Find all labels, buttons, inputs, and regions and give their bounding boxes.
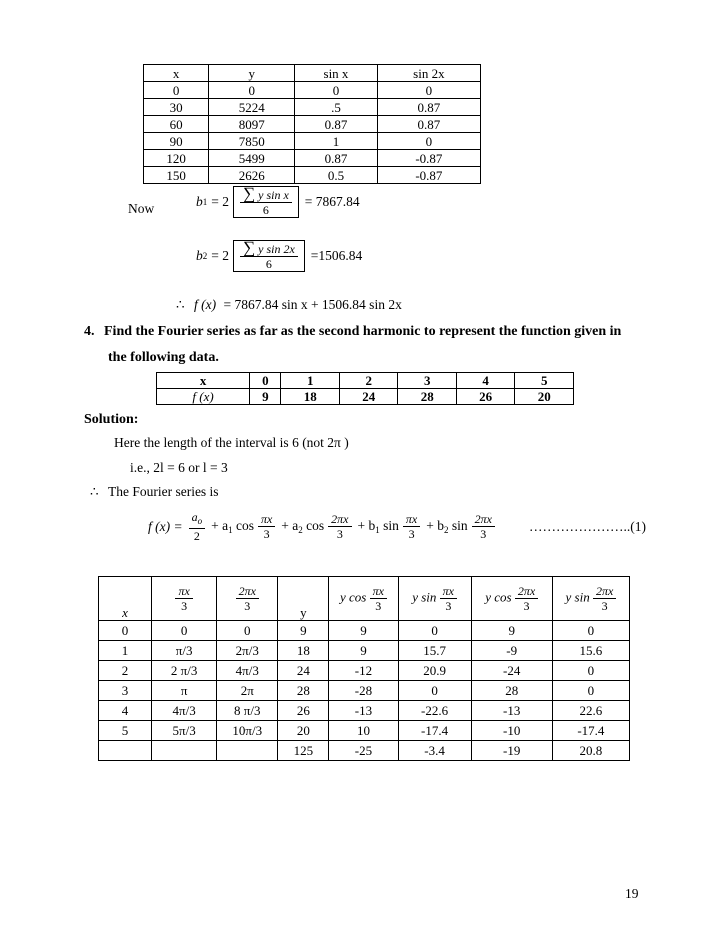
b2-formula (196, 240, 362, 272)
table-cell: 2 π/3 (152, 661, 217, 681)
table-cell: 24 (278, 661, 329, 681)
solution-line-3-text: The Fourier series is (107, 484, 219, 499)
b1-subscript: 1 (202, 197, 208, 207)
b2-term-numerator: 2πx (472, 512, 495, 527)
table-cell: 2π (217, 681, 278, 701)
fourier-computation-table (98, 576, 630, 761)
fx-result-line (176, 297, 402, 313)
table-row (99, 701, 630, 721)
header-ysin-pix: y sin $\frac{\pi x}{3}$ (398, 577, 471, 621)
a1-fraction (258, 512, 275, 541)
table-cell: 0 (377, 82, 480, 99)
table-cell: -13 (329, 701, 398, 721)
table-row (144, 116, 481, 133)
solution-line-1: Here the length of the interval is 6 (not 2π ) (114, 435, 349, 450)
b1-symbol: b (196, 194, 203, 209)
header-x: x (99, 577, 152, 621)
b1-term-denominator: 3 (408, 527, 415, 541)
table-cell: -28 (329, 681, 398, 701)
table-cell: 60 (144, 116, 209, 133)
table-cell: 4 (99, 701, 152, 721)
table-cell: 2626 (209, 167, 295, 184)
table-cell: 20 (515, 389, 574, 405)
table-cell: 22.6 (552, 701, 629, 721)
table-cell: 0 (144, 82, 209, 99)
b2-term-fraction (472, 512, 495, 541)
table-cell: -19 (471, 741, 552, 761)
table-cell: 1 (99, 641, 152, 661)
table-cell: 0 (398, 681, 471, 701)
table-row (99, 661, 630, 681)
b1-bracket (233, 186, 299, 218)
table-cell: 4π/3 (217, 661, 278, 681)
solution-heading: Solution: (84, 412, 139, 427)
b2-term: + b (426, 518, 444, 533)
table-row (144, 82, 481, 99)
problem-line-1 (84, 324, 621, 340)
b1-term-subscript: 1 (375, 525, 380, 535)
a1-denominator: 3 (263, 527, 270, 541)
table-cell: 5 (99, 721, 152, 741)
b1-term: + b (357, 518, 376, 533)
table-cell: 28 (398, 389, 456, 405)
table-cell: sin 2x (377, 65, 480, 82)
table-row (144, 167, 481, 184)
a2-fraction (328, 512, 351, 541)
table-cell: -0.87 (377, 150, 480, 167)
table-cell: 9 (329, 641, 398, 661)
table-cell: 4 (456, 373, 514, 389)
table-cell: 90 (144, 133, 209, 150)
table-cell: x (144, 65, 209, 82)
table-cell: 5499 (209, 150, 295, 167)
table-cell: 0.5 (295, 167, 378, 184)
data-table (156, 372, 574, 405)
table-cell: 0 (552, 681, 629, 701)
table-cell: -25 (329, 741, 398, 761)
table-cell: -13 (471, 701, 552, 721)
table-cell: π/3 (152, 641, 217, 661)
table-cell: -0.87 (377, 167, 480, 184)
a2-term: + a (281, 518, 299, 533)
therefore-symbol-2: ∴ (90, 484, 99, 499)
table-cell: 8097 (209, 116, 295, 133)
table-row (99, 681, 630, 701)
b2-subscript: 2 (202, 251, 208, 261)
table-cell: -17.4 (398, 721, 471, 741)
table-cell: x (157, 373, 250, 389)
table-cell (152, 741, 217, 761)
problem-text-1: Find the Fourier series as far as the second harmonic to represent the function given in (104, 324, 622, 339)
table-cell: 7850 (209, 133, 295, 150)
table-row (99, 621, 630, 641)
equation-reference: …………………..(1) (528, 518, 646, 534)
page-number: 19 (625, 886, 639, 901)
a1-cos: cos (235, 518, 254, 533)
table-cell: 0 (250, 373, 281, 389)
table-cell (217, 741, 278, 761)
b1-sin: sin (383, 518, 399, 533)
table-cell: 20 (278, 721, 329, 741)
table-cell: -9 (471, 641, 552, 661)
table-cell: -22.6 (398, 701, 471, 721)
table-cell: 4π/3 (152, 701, 217, 721)
table-cell: 3 (398, 373, 456, 389)
table-cell: 20.8 (552, 741, 629, 761)
table-cell: -17.4 (552, 721, 629, 741)
table-cell: 28 (278, 681, 329, 701)
fourier-series-equation (148, 510, 646, 543)
table-cell: 26 (278, 701, 329, 721)
table-cell: 9 (278, 621, 329, 641)
header-ycos-2pix: y cos $\frac{2\pi x}{3}$ (471, 577, 552, 621)
table-cell: f (x) (157, 389, 250, 405)
table-cell: 0 (99, 621, 152, 641)
table-cell: 26 (456, 389, 514, 405)
table-cell: -24 (471, 661, 552, 681)
b2-term-subscript: 2 (443, 525, 449, 535)
table-cell: -3.4 (398, 741, 471, 761)
table-cell: 18 (281, 389, 339, 405)
table-cell: -12 (329, 661, 398, 681)
problem-line-2: the following data. (108, 350, 219, 365)
table-cell: 3 (99, 681, 152, 701)
table-cell: 1 (295, 133, 378, 150)
table-cell: 5224 (209, 99, 295, 116)
table-cell: 2π/3 (217, 641, 278, 661)
table-cell: 20.9 (398, 661, 471, 681)
b2-result: =1506.84 (310, 248, 363, 263)
solution-line-2: i.e., 2l = 6 or l = 3 (130, 460, 228, 475)
table-row-fx (157, 389, 574, 405)
a0-denominator: 2 (193, 529, 200, 543)
sine-values-table-body (144, 65, 481, 184)
table-cell (99, 741, 152, 761)
b1-term-fraction (403, 512, 420, 541)
table-cell: 0.87 (377, 116, 480, 133)
b1-formula (196, 186, 360, 218)
a2-subscript: 2 (298, 525, 303, 535)
table-cell: 9 (250, 389, 281, 405)
table-cell: 120 (144, 150, 209, 167)
table-row (99, 741, 630, 761)
a0-subscript: o (197, 516, 203, 526)
b2-term-denominator: 3 (480, 527, 487, 541)
b1-fraction (240, 184, 292, 217)
table-cell: 30 (144, 99, 209, 116)
b1-numerator: y sin x (258, 188, 289, 202)
a2-cos: cos (306, 518, 325, 533)
now-label: Now (128, 201, 155, 216)
a1-term: + a (211, 518, 229, 533)
header-pix-over-3: $\frac{\pi x}{3}$ (152, 577, 217, 621)
b2-fraction (240, 238, 298, 271)
table-cell: 18 (278, 641, 329, 661)
table-cell: 0.87 (377, 99, 480, 116)
table-cell: 0 (398, 621, 471, 641)
sine-values-table (143, 64, 481, 184)
table-cell: y (209, 65, 295, 82)
table-cell: 5π/3 (152, 721, 217, 741)
table-cell: -10 (471, 721, 552, 741)
table-cell: sin x (295, 65, 378, 82)
b1-sigma: ∑ (243, 184, 256, 203)
a1-subscript: 1 (228, 525, 233, 535)
therefore-symbol: ∴ (176, 297, 185, 312)
table-cell: 8 π/3 (217, 701, 278, 721)
table-cell: 10 (329, 721, 398, 741)
table-row (99, 721, 630, 741)
table-cell: 9 (471, 621, 552, 641)
series-lhs: f (x) = (148, 518, 183, 534)
table-cell: 15.6 (552, 641, 629, 661)
table-cell: 2 (339, 373, 397, 389)
table-cell: 0 (209, 82, 295, 99)
b1-term-numerator: πx (403, 512, 420, 527)
table-row (144, 150, 481, 167)
table-cell: 0 (552, 661, 629, 681)
table-row (144, 99, 481, 116)
table-cell: 2 (99, 661, 152, 681)
header-ysin-2pix: y sin $\frac{2\pi x}{3}$ (552, 577, 629, 621)
fourier-computation-body (99, 621, 630, 761)
table-cell: 0.87 (295, 116, 378, 133)
table-row (99, 641, 630, 661)
solution-line-3 (90, 484, 219, 500)
table-cell: 24 (339, 389, 397, 405)
table-cell: π (152, 681, 217, 701)
table-cell: 0 (217, 621, 278, 641)
fourier-computation-header (99, 577, 630, 621)
table-cell: 0 (295, 82, 378, 99)
table-cell: 125 (278, 741, 329, 761)
table-cell: 1 (281, 373, 339, 389)
table-cell: 0 (552, 621, 629, 641)
a0-fraction (189, 510, 206, 543)
table-header-row (144, 65, 481, 82)
b1-result: = 7867.84 (304, 194, 360, 209)
table-cell: 0 (377, 133, 480, 150)
header-2pix-over-3: $\frac{2\pi x}{3}$ (217, 577, 278, 621)
b2-factor: = 2 (211, 248, 229, 263)
b2-numerator: y sin 2x (258, 242, 295, 256)
header-y: y (278, 577, 329, 621)
problem-number: 4. (84, 324, 95, 339)
a2-numerator: 2πx (328, 512, 351, 527)
fx-result-rhs: = 7867.84 sin x + 1506.84 sin 2x (223, 297, 402, 312)
table-cell: 28 (471, 681, 552, 701)
table-cell: 10π/3 (217, 721, 278, 741)
b1-factor: = 2 (211, 194, 229, 209)
b2-bracket (233, 240, 305, 272)
table-cell: .5 (295, 99, 378, 116)
b2-symbol: b (196, 248, 203, 263)
data-table-body (157, 373, 574, 405)
table-cell: 9 (329, 621, 398, 641)
table-row-x (157, 373, 574, 389)
table-cell: 0.87 (295, 150, 378, 167)
header-ycos-pix: y cos $\frac{\pi x}{3}$ (329, 577, 398, 621)
table-cell: 0 (152, 621, 217, 641)
table-row (144, 133, 481, 150)
b2-sin: sin (451, 518, 468, 533)
a0-symbol: a (191, 510, 198, 524)
b1-denominator: 6 (262, 203, 269, 217)
fx-result-lhs: f (x) (193, 297, 217, 312)
table-cell: 15.7 (398, 641, 471, 661)
a1-numerator: πx (258, 512, 275, 527)
a2-denominator: 3 (336, 527, 343, 541)
b2-sigma: ∑ (243, 238, 256, 257)
table-cell: 150 (144, 167, 209, 184)
b2-denominator: 6 (265, 257, 272, 271)
table-cell: 5 (515, 373, 574, 389)
